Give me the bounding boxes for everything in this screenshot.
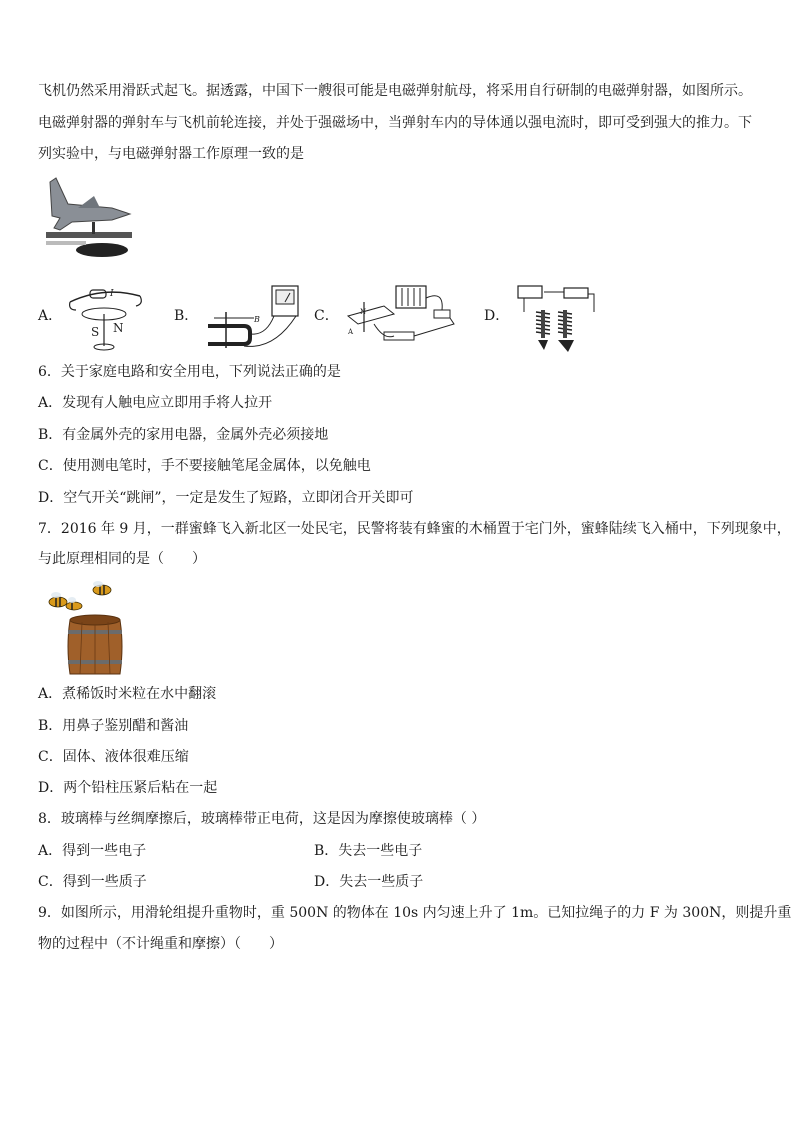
q5-option-d: D．	[484, 308, 510, 324]
q6-option-d: D．空气开关“跳闸”，一定是发生了短路，立即闭合开关即可	[38, 490, 414, 506]
option-a-compass-figure	[64, 284, 146, 352]
svg-text:A: A	[348, 328, 354, 336]
option-d-electromagnet-figure	[514, 282, 600, 354]
q8-option-a: A．得到一些电子	[38, 843, 147, 859]
q5-option-b: B．	[174, 308, 199, 324]
q7-option-c: C．固体、液体很难压缩	[38, 749, 189, 765]
svg-text:S: S	[91, 325, 100, 339]
q8-option-d: D．失去一些质子	[314, 874, 424, 890]
q5-line-2: 电磁弹射器的弹射车与飞机前轮连接，并处于强磁场中，当弹射车内的导体通以强电流时，即可受到强大的推力。下	[38, 115, 752, 131]
q5-option-a: A．	[38, 308, 63, 324]
q9-line-1: 9．如图所示，用滑轮组提升重物时，重 500N 的物体在 10s 内匀速上升了 1m。已知拉绳子的力 F 为 300N，则提升重	[38, 905, 792, 921]
q8-option-b: B．失去一些电子	[314, 843, 423, 859]
svg-text:I: I	[110, 289, 114, 299]
svg-text:N: N	[113, 321, 124, 335]
q6-option-c: C．使用测电笔时，手不要接触笔尾金属体，以免触电	[38, 458, 371, 474]
q7-line-1: 7．2016 年 9 月，一群蜜蜂飞入新北区一处民宅，民警将装有蜂蜜的木桶置于宅门外，蜜蜂陆续飞入桶中，下列现象中，	[38, 521, 791, 537]
q6-stem: 6．关于家庭电路和安全用电，下列说法正确的是	[38, 364, 341, 380]
jet-catapult-figure	[42, 174, 134, 260]
q5-line-1: 飞机仍然采用滑跃式起飞。据透露，中国下一艘很可能是电磁弹射航母，将采用自行研制的电磁弹射器，如图所示。	[38, 83, 752, 99]
q6-option-b: B．有金属外壳的家用电器，金属外壳必须接地	[38, 427, 329, 443]
svg-text:N: N	[360, 308, 367, 316]
bee-icon	[49, 592, 67, 607]
q8-stem: 8．玻璃棒与丝绸摩擦后，玻璃棒带正电荷，这是因为摩擦使玻璃棒（ ）	[38, 811, 486, 827]
q9-line-2: 物的过程中（不计绳重和摩擦）（ ）	[38, 936, 283, 952]
q5-line-3: 列实验中，与电磁弹射器工作原理一致的是	[38, 146, 304, 162]
q7-option-b: B．用鼻子鉴别醋和酱油	[38, 718, 189, 734]
option-b-generator-figure	[204, 282, 304, 352]
bees-barrel-figure	[40, 580, 130, 676]
q7-option-a: A．煮稀饭时米粒在水中翻滚	[38, 686, 217, 702]
q7-option-d: D．两个铅柱压紧后粘在一起	[38, 780, 218, 796]
q7-line-2: 与此原理相同的是（ ）	[38, 551, 206, 567]
q5-option-c: C．	[314, 308, 339, 324]
q8-option-c: C．得到一些质子	[38, 874, 147, 890]
option-c-motor-figure	[344, 280, 464, 354]
svg-text:B: B	[254, 315, 260, 324]
q6-option-a: A．发现有人触电应立即用手将人拉开	[38, 395, 273, 411]
